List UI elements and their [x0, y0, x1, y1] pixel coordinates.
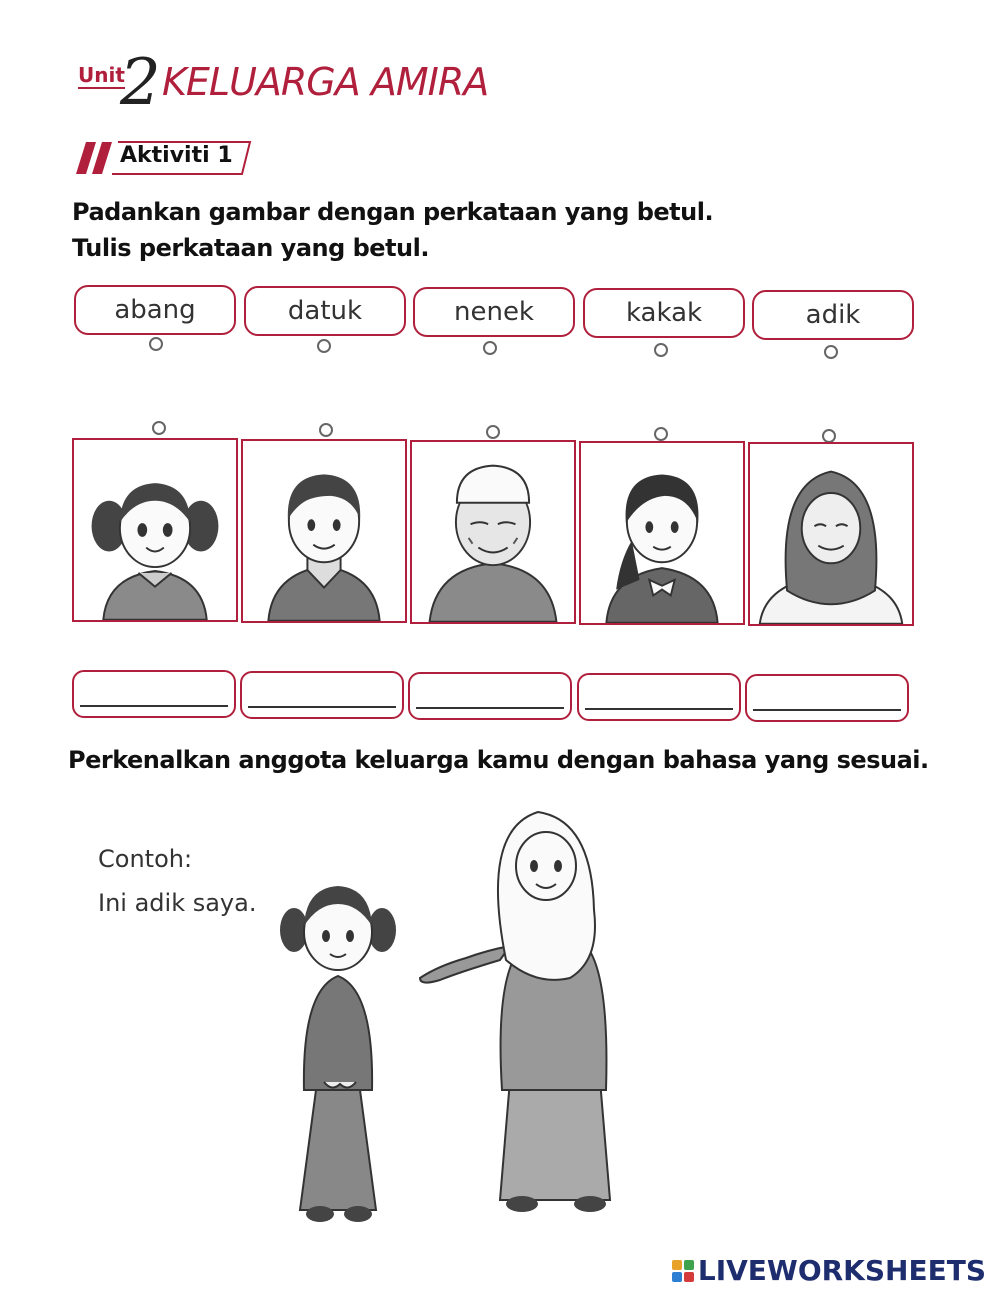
girl-ribbon-icon — [581, 443, 743, 623]
instruction-line-2: Tulis perkataan yang betul. — [72, 234, 429, 262]
brand-text: LIVEWORKSHEETS — [697, 1254, 986, 1287]
answer-line — [585, 708, 733, 710]
word-box-kakak[interactable] — [583, 288, 745, 338]
family-illustration — [270, 790, 620, 1230]
boy-sweater-icon — [243, 441, 405, 621]
grandmother-hijab-icon — [750, 444, 912, 624]
picture-girl-ribbon — [579, 441, 745, 625]
answer-line — [248, 706, 396, 708]
word-connector-dot[interactable] — [317, 339, 331, 353]
picture-grandmother — [748, 442, 914, 626]
answer-field-3[interactable] — [408, 672, 572, 720]
picture-connector-dot[interactable] — [822, 429, 836, 443]
picture-connector-dot[interactable] — [486, 425, 500, 439]
answer-line — [80, 705, 228, 707]
activity-label: Aktiviti 1 — [120, 143, 233, 168]
instruction-line-1: Padankan gambar dengan perkataan yang betul. — [72, 198, 714, 226]
word-label: kakak — [625, 298, 703, 328]
example-title: Contoh: — [98, 845, 193, 873]
word-label: adik — [805, 300, 861, 330]
picture-connector-dot[interactable] — [654, 427, 668, 441]
instruction-introduce-family: Perkenalkan anggota keluarga kamu dengan bahasa yang sesuai. — [68, 746, 929, 774]
answer-field-5[interactable] — [745, 674, 909, 722]
liveworksheets-logo[interactable] — [672, 1254, 986, 1287]
answer-field-4[interactable] — [577, 673, 741, 721]
grandfather-kopiah-icon — [412, 442, 574, 622]
word-connector-dot[interactable] — [149, 337, 163, 351]
word-connector-dot[interactable] — [654, 343, 668, 357]
picture-boy — [241, 439, 407, 623]
picture-connector-dot[interactable] — [319, 423, 333, 437]
page-title: KELUARGA AMIRA — [162, 60, 489, 104]
word-box-abang[interactable] — [74, 285, 236, 335]
liveworksheets-icon — [672, 1260, 694, 1282]
answer-field-2[interactable] — [240, 671, 404, 719]
word-box-nenek[interactable] — [413, 287, 575, 337]
older-sister-figure — [420, 812, 610, 1212]
answer-line — [416, 707, 564, 709]
answer-field-1[interactable] — [72, 670, 236, 718]
example-sentence: Ini adik saya. — [98, 889, 257, 917]
answer-line — [753, 709, 901, 711]
word-connector-dot[interactable] — [824, 345, 838, 359]
picture-connector-dot[interactable] — [152, 421, 166, 435]
unit-label: Unit — [78, 63, 125, 87]
girl-pigtails-icon — [74, 440, 236, 620]
little-girl-figure — [280, 886, 396, 1222]
word-box-adik[interactable] — [752, 290, 914, 340]
word-label: datuk — [287, 296, 363, 326]
word-label: nenek — [453, 297, 534, 327]
word-label: abang — [114, 295, 196, 325]
picture-grandfather — [410, 440, 576, 624]
unit-number: 2 — [120, 46, 161, 120]
picture-girl-pigtails — [72, 438, 238, 622]
word-box-datuk[interactable] — [244, 286, 406, 336]
word-connector-dot[interactable] — [483, 341, 497, 355]
